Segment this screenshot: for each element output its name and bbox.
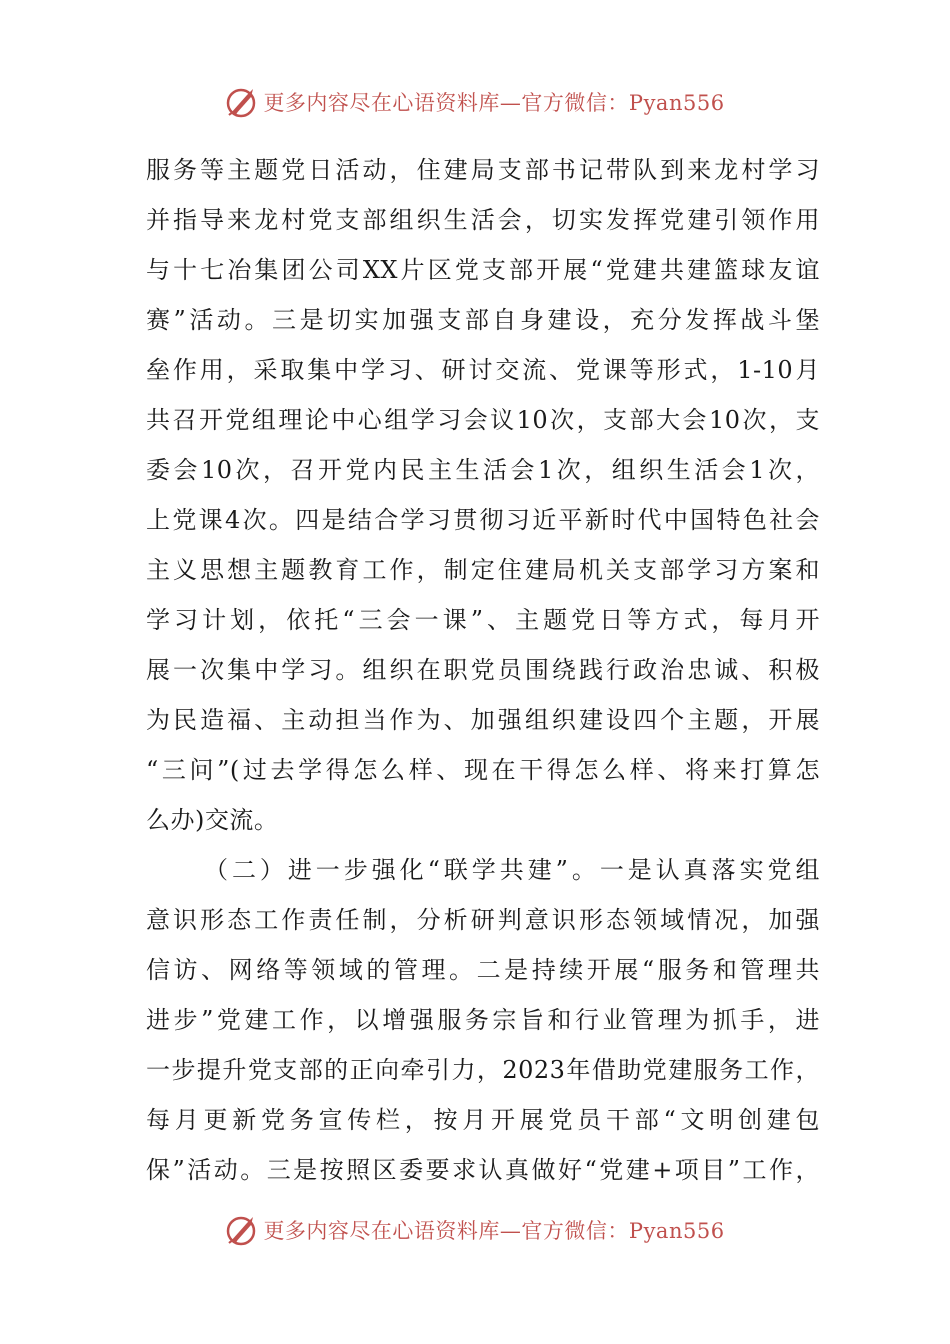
footer-banner-text: 更多内容尽在心语资料库—官方微信：Pyan556 bbox=[263, 1219, 725, 1243]
pen-nib-circle-icon bbox=[225, 85, 259, 119]
text-line: 一步提升党支部的正向牵引力，2023年借助党建服务工作， bbox=[146, 1056, 820, 1084]
text-line: 赛”活动。三是切实加强支部自身建设，充分发挥战斗堡 bbox=[146, 306, 820, 334]
text-line: 上党课4次。四是结合学习贯彻习近平新时代中国特色社会 bbox=[146, 506, 820, 534]
footer-banner bbox=[0, 1210, 950, 1250]
text-line: 主义思想主题教育工作，制定住建局机关支部学习方案和 bbox=[146, 556, 820, 584]
text-line: 委会10次，召开党内民主生活会1次，组织生活会1次， bbox=[146, 456, 820, 484]
text-line: 学习计划，依托“三会一课”、主题党日等方式，每月开 bbox=[146, 606, 820, 634]
header-banner-text: 更多内容尽在心语资料库—官方微信：Pyan556 bbox=[263, 91, 725, 115]
text-line: 为民造福、主动担当作为、加强组织建设四个主题，开展 bbox=[146, 706, 820, 734]
text-line: 并指导来龙村党支部组织生活会，切实发挥党建引领作用 bbox=[146, 206, 820, 234]
document-body bbox=[146, 145, 820, 1195]
text-line: 展一次集中学习。组织在职党员围绕践行政治忠诚、积极 bbox=[146, 656, 820, 684]
header-banner bbox=[0, 82, 950, 122]
text-line: 进步”党建工作，以增强服务宗旨和行业管理为抓手，进 bbox=[146, 1006, 820, 1034]
text-line: 么办)交流。 bbox=[146, 806, 279, 834]
text-line: 垒作用，采取集中学习、研讨交流、党课等形式，1-10月 bbox=[146, 356, 820, 384]
section-heading-line: （二）进一步强化“联学共建”。一是认真落实党组 bbox=[204, 856, 820, 884]
text-line: 信访、网络等领域的管理。二是持续开展“服务和管理共 bbox=[146, 956, 820, 984]
pen-nib-circle-icon bbox=[225, 1213, 259, 1247]
text-line: 与十七冶集团公司XX片区党支部开展“党建共建篮球友谊 bbox=[146, 256, 820, 284]
text-line: 每月更新党务宣传栏，按月开展党员干部“文明创建包 bbox=[146, 1106, 820, 1134]
text-line: 服务等主题党日活动，住建局支部书记带队到来龙村学习 bbox=[146, 156, 820, 184]
text-line: “三问”(过去学得怎么样、现在干得怎么样、将来打算怎 bbox=[146, 756, 820, 784]
text-line: 保”活动。三是按照区委要求认真做好“党建+项目”工作， bbox=[146, 1156, 820, 1184]
text-line: 共召开党组理论中心组学习会议10次，支部大会10次，支 bbox=[146, 406, 820, 434]
text-line: 意识形态工作责任制，分析研判意识形态领域情况，加强 bbox=[146, 906, 820, 934]
